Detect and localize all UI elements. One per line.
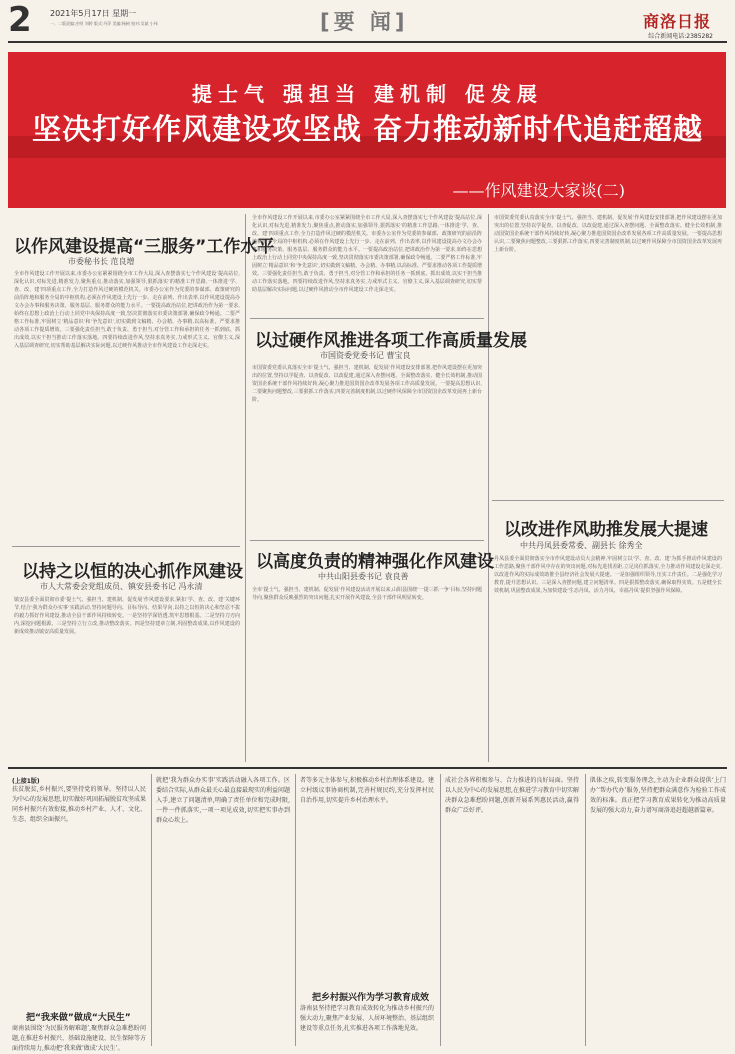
- bottom-column-4: 成社会各界积极参与、合力推进的良好局面。坚持以人民为中心的发展思想,在推进学习教育中切实解决群众急难愁盼问题,创新开展系列惠民活动,赢得群众广泛好评。: [445, 777, 579, 814]
- bottom-column-3: 者等多元主体参与,积极推动乡村治理体系建设。建立村级议事协商机制,完善村规民约,充分发挥村民自治作用,切实提升乡村治理水平。: [300, 777, 434, 804]
- article-body: 全市‘提士气、强担当、建机制、促发展’作风建设活动开展以来,山阳县围绕‘一提三抓一争’目标,坚持问题导向,聚焦群众反映强烈的突出问题,扎实开展作风建设,全县干部作风明显转变。: [252, 587, 482, 601]
- banner-kicker: 提士气 强担当 建机制 促发展: [192, 82, 543, 106]
- column-rule: [440, 774, 441, 1046]
- article-title: 以持之以恒的决心抓作风建设: [22, 562, 243, 582]
- column-rule: [245, 214, 246, 762]
- subsection-title: 把“我来做”做成“大民生”: [26, 1013, 131, 1023]
- issue-date: 2021年5月17日 星期一: [50, 9, 137, 18]
- article-title: 以改进作风助推发展大提速: [504, 520, 708, 540]
- article-byline: 市委秘书长 范良增: [68, 257, 135, 266]
- article-body: 丹凤县委全面贯彻落实全市作风建设动员大会精神,牢固树立以‘学、查、改、建’为抓手推动作风建设的工作思路,聚焦干部作风中存在的突出问题,对标先进找差距,立足岗位抓落实,全力推动作风建设走深走实,以改进作风的实际成效助推全县经济社会发展大提速。一是加强组织领导,压实工作责任。二是强化学习教育,提升思想认识。三是深入查摆问题,建立问题清单。四是狠抓整改落实,确保取得实效。五是健全长效机制,巩固整改成果,为加快建设‘生态丹凤、活力丹凤、幸福丹凤’提供坚强作风保障。: [494, 556, 722, 594]
- column-rule: [488, 214, 489, 762]
- article-divider: [250, 540, 484, 541]
- bottom-column-2: 就把‘我为群众办实事’实践活动融入各项工作。区委结合实际,从群众最关心最直接最现实的利益问题入手,建立了问题清单,明确了责任单位和完成时限,一件一件抓落实,一项一项见成效,切实把实事办到群众心坎上。: [156, 777, 290, 824]
- banner-series: ——作风建设大家谈(二): [452, 181, 625, 200]
- column-rule: [585, 774, 586, 1046]
- page-number: 2: [8, 0, 32, 40]
- column-rule: [295, 774, 296, 1046]
- banner-headline: 坚决打好作风建设攻坚战 奋力推动新时代追赶超越: [31, 112, 704, 146]
- article-body: 全市作风建设工作开展以来,市委办公室紧紧围绕全市工作大局,深入查摆落实七个作风建设‘提高站位,深化认识,对标先进,精准发力,聚焦重点,推动落实,加强领导,狠抓落实’的精准工作思路,一体推进‘学、查、改、建’四项重点工作,全力打造作风过硬的模范机关。市委办公室作为党委的参谋部、政策研究的前沿阵地和服务全局的中枢机构,必须在作风建设上先行一步、走在前列、作出表率,以作风建设提高办文办会办事和服务决策、服务基层、服务群众的能力水平。一要提高政治站位,把讲政治作为第一要求,始终在思想上政治上行动上同党中央保持高度一致,坚决贯彻落实市委决策部署,确保政令畅通。二要严格工作标准,牢固树立‘精品意识’和‘争先意识’,切实做到文稿精、办会精、办事精,以高标准、严要求推动各项工作提质增效。三要强化责任担当,敢于负责、勇于担当,对分管工作和承担的任务一抓到底、抓出成效,以实干担当推动工作落实落地。四要持续改进作风,坚持求真务实,力戒形式主义、官僚主义,深入基层调查研究,切实帮助基层解决实际问题,以过硬作风推动全市作风建设工作走深走实。: [14, 271, 240, 349]
- bottom-column-1: [12, 776, 146, 1052]
- bottom-column-5: 肌体之疾,转变服务理念,主动为企业群众提供‘上门办’‘帮办代办’服务,坚持把群众满意作为检验工作成效的标准。真正把学习教育成果转化为推动高质量发展的强大动力,奋力谱写商洛追赶超越新篇章。: [590, 777, 726, 814]
- article-title: 以高度负责的精神强化作风建设: [256, 552, 494, 572]
- article-divider: [492, 500, 724, 501]
- column-text: 扶贫脱贫,乡村振兴,要坚持党的领导。坚持以人民为中心的发展思想,切实做好巩固拓展脱贫攻坚成果同乡村振兴有效衔接,推动乡村产业、人才、文化、生态、组织全面振兴。: [12, 786, 146, 823]
- article-byline: 市国资委党委书记 曹宝良: [320, 351, 411, 360]
- newspaper-logo: 商洛日报: [642, 12, 711, 31]
- article-title: 以过硬作风推进各项工作高质量发展: [255, 331, 527, 351]
- article-body: 镇安县委全面贯彻市委‘提士气、强担当、建机制、促发展’作风建设要求,紧扣‘学、查、改、建’关键环节,结合‘我为群众办实事’实践活动,坚持问题导向、目标导向、结果导向,以持之以恒的决心和坚忍不拔的毅力抓好作风建设,推动全县干部作风持续转变。一是坚持学深悟透,筑牢思想根基。二是坚持刀刃向内,深挖问题根源。三是坚持立行立改,推动整改落实。四是坚持建章立制,巩固整改成果,以作风建设的新成效推动镇安高质量发展。: [14, 597, 240, 635]
- article-byline: 中共丹凤县委常委、副县长 徐秀全: [520, 541, 643, 550]
- header-divider: [8, 41, 727, 43]
- subsection-title: 把乡村振兴作为学习教育成效: [312, 993, 430, 1003]
- article-body: 市国资委党委认真落实全市‘提士气、强担当、建机制、促发展’作风建设安排部署,把作风建设摆在更加突出的位置,坚持以学促查、以查促改、以改促建,通过深入查摆问题、全面整改落实、健全长效机制,推动国资国企系统干部作风持续好转,凝心聚力推进国资国企改革发展各项工作高质量发展。一要提高思想认识,二要聚焦问题整改,三要狠抓工作落实,四要完善制度机制,以过硬作风保障全市国资国企改革发展再上新台阶。: [252, 365, 482, 403]
- article-body: 市国资委党委认真落实全市‘提士气、强担当、建机制、促发展’作风建设安排部署,把作风建设摆在更加突出的位置,坚持以学促查、以查促改、以改促建,通过深入查摆问题、全面整改落实、健全长效机制,推动国资国企系统干部作风持续好转,凝心聚力推进国资国企改革发展各项工作高质量发展。一要提高思想认识,二要聚焦问题整改,三要狠抓工作落实,四要完善制度机制,以过硬作风保障全市国资国企改革发展再上新台阶。: [494, 215, 722, 253]
- masthead: [0, 0, 735, 44]
- bottom-divider: [8, 767, 727, 769]
- article-title: 以作风建设提高“三服务”工作水平: [14, 237, 275, 257]
- editor-credits: 一、二版责编:庄明 刘婷 版式:丹萍 美编:杨树 校对:吴斌 小伟: [50, 21, 158, 26]
- article-body: 全市作风建设工作开展以来,市委办公室紧紧围绕全市工作大局,深入查摆落实七个作风建设‘提高站位,深化认识,对标先进,精准发力,聚焦重点,推动落实,加强领导,狠抓落实’的精准工作思路,一体推进‘学、查、改、建’四项重点工作,全力打造作风过硬的模范机关。市委办公室作为党委的参谋部、政策研究的前沿阵地和服务全局的中枢机构,必须在作风建设上先行一步、走在前列、作出表率,以作风建设提高办文办会办事和服务决策、服务基层、服务群众的能力水平。一要提高政治站位,把讲政治作为第一要求,始终在思想上政治上行动上同党中央保持高度一致,坚决贯彻落实市委决策部署,确保政令畅通。二要严格工作标准,牢固树立‘精品意识’和‘争先意识’,切实做到文稿精、办会精、办事精,以高标准、严要求推动各项工作提质增效。三要强化责任担当,敢于负责、勇于担当,对分管工作和承担的任务一抓到底、抓出成效,以实干担当推动工作落实落地。四要持续改进作风,坚持求真务实,力戒形式主义、官僚主义,深入基层调查研究,切实帮助基层解决实际问题,以过硬作风推动全市作风建设工作走深走实。: [252, 215, 482, 293]
- article-divider: [250, 318, 484, 319]
- bottom-column-3b: 洛南县坚持把学习教育成效转化为推动乡村振兴的强大动力,聚焦产业发展、人居环境整治、基层组织建设等重点任务,扎实推进各项工作落地见效。: [300, 1005, 434, 1032]
- article-byline: 中共山阳县委书记 袁良善: [318, 572, 409, 581]
- column-rule: [151, 774, 152, 1046]
- article-byline: 市人大常委会党组成员、镇安县委书记 冯永清: [40, 582, 203, 591]
- article-divider: [12, 546, 240, 547]
- section-title: [要 闻]: [320, 10, 409, 34]
- news-hotline: 综合新闻电话:2385282: [648, 33, 713, 40]
- bottom-column-1b: 商南县围绕‘为民服务解难题’,聚焦群众急难愁盼问题,在推进乡村振兴、基础设施建设、民生保障等方面持续用力,推动把‘我来做’做成‘大民生’。: [12, 1025, 146, 1052]
- continuation-note: (上接1版): [12, 778, 40, 785]
